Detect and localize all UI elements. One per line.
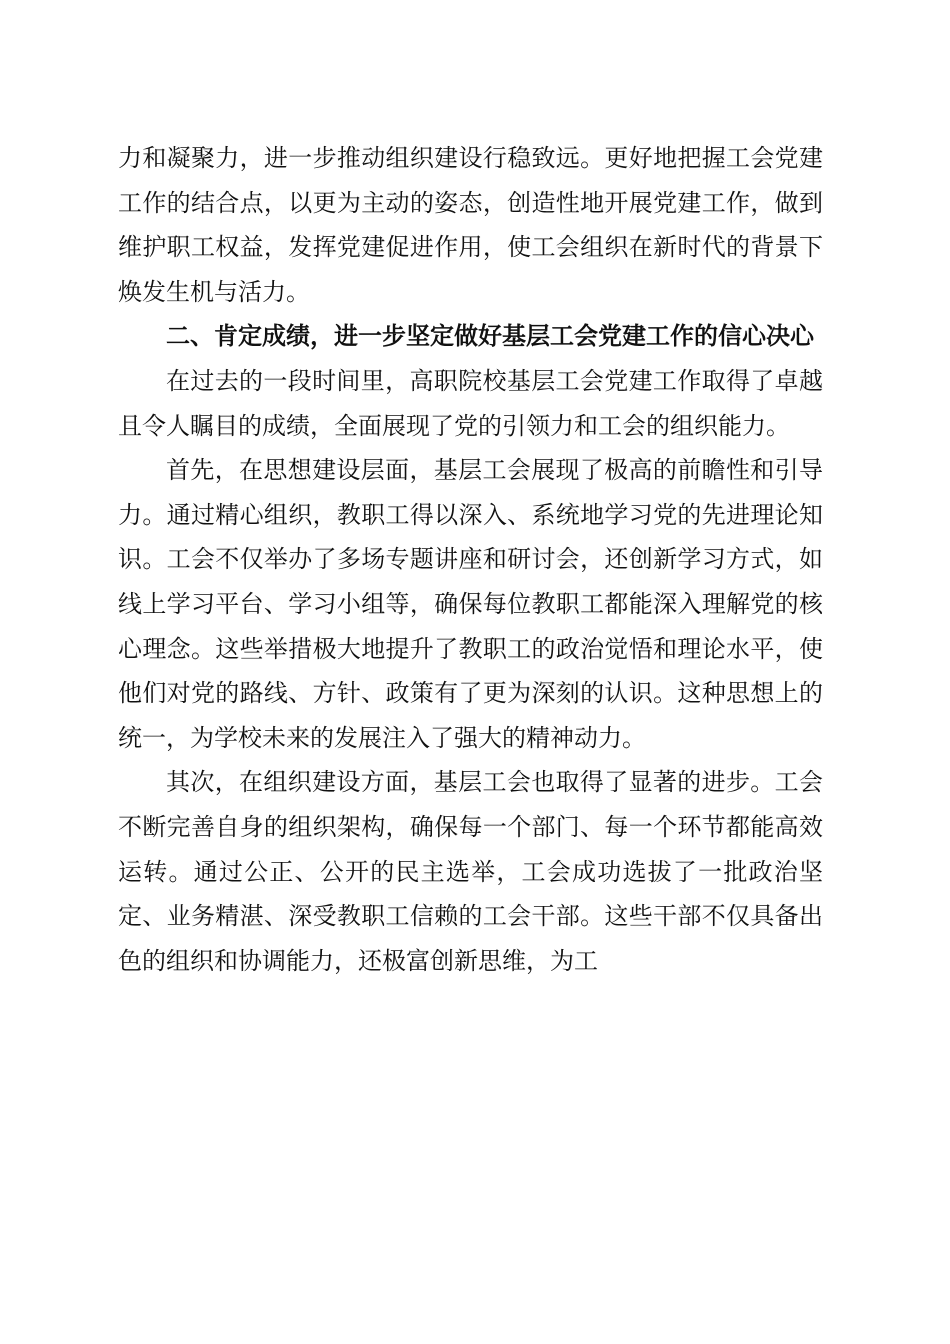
document-body (118, 136, 823, 983)
paragraph-organizational-building: 其次，在组织建设方面，基层工会也取得了显著的进步。工会不断完善自身的组织架构，确保每一个部门、每一个环节都能高效运转。通过公正、公开的民主选举，工会成功选拔了一批政治坚定、业务精湛、深受教职工信赖的工会干部。这些干部不仅具备出色的组织和协调能力，还极富创新思维，为工 (118, 768, 823, 975)
paragraph-ideological-building: 首先，在思想建设层面，基层工会展现了极高的前瞻性和引导力。通过精心组织，教职工得以深入、系统地学习党的先进理论知识。工会不仅举办了多场专题讲座和研讨会，还创新学习方式，如线上学习平台、学习小组等，确保每位教职工都能深入理解党的核心理念。这些举措极大地提升了教职工的政治觉悟和理论水平，使他们对党的路线、方针、政策有了更为深刻的认识。这种思想上的统一，为学校未来的发展注入了强大的精神动力。 (118, 456, 823, 752)
section-heading: 二、肯定成绩，进一步坚定做好基层工会党建工作的信心决心 (166, 322, 814, 351)
paragraph-achievements-intro: 在过去的一段时间里，高职院校基层工会党建工作取得了卓越且令人瞩目的成绩，全面展现了党的引领力和工会的组织能力。 (118, 366, 823, 440)
paragraph-continuation: 力和凝聚力，进一步推动组织建设行稳致远。更好地把握工会党建工作的结合点，以更为主动的姿态，创造性地开展党建工作，做到维护职工权益，发挥党建促进作用，使工会组织在新时代的背景下焕发生机与活力。 (118, 144, 823, 306)
